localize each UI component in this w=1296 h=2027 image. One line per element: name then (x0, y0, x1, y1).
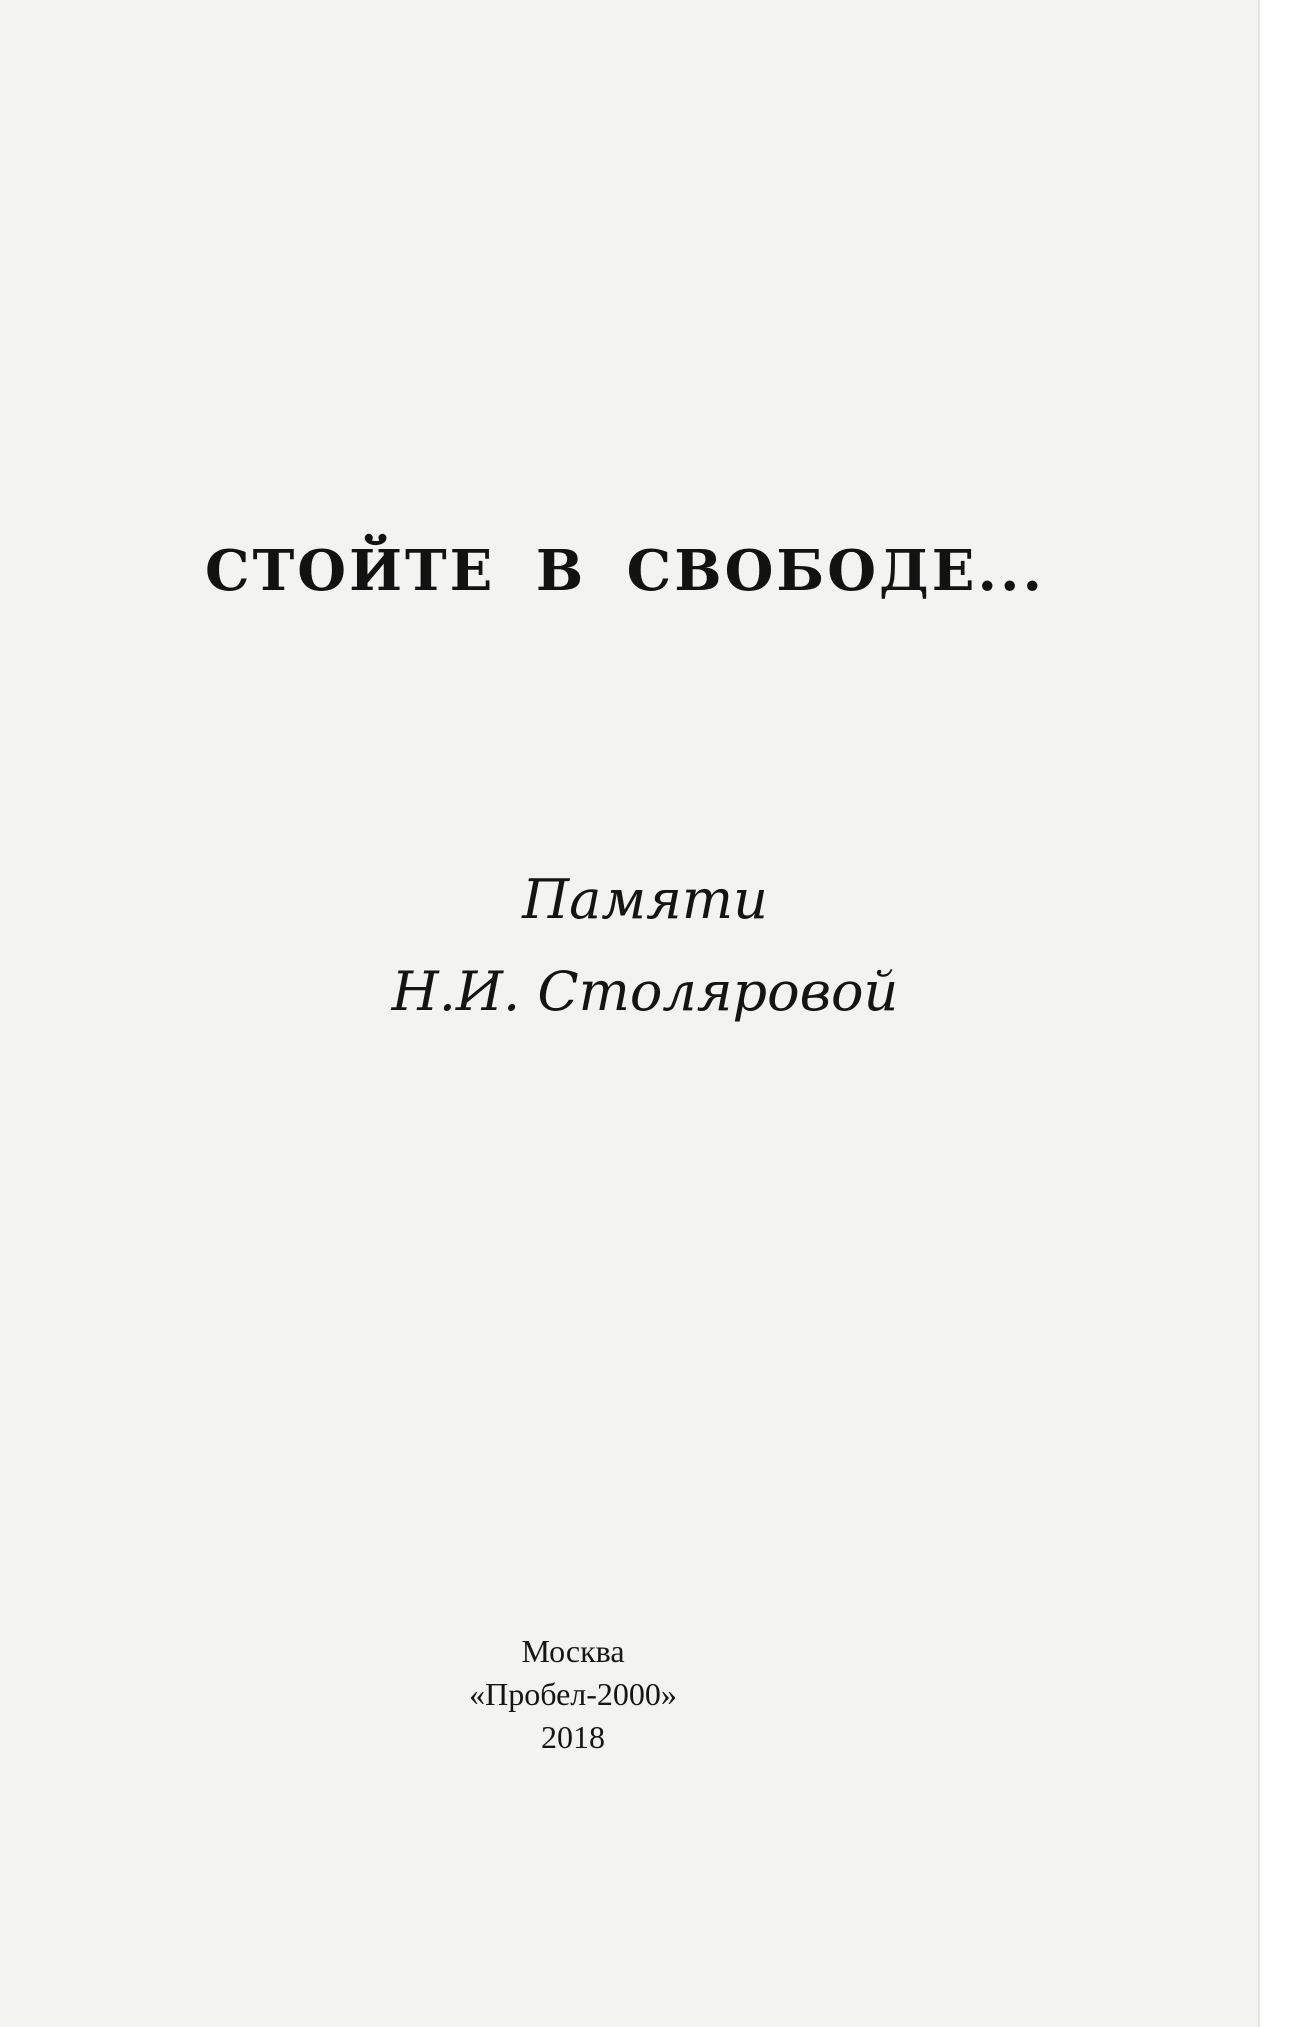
book-title: СТОЙТЕ В СВОБОДЕ... (205, 538, 1045, 604)
imprint-city: Москва (521, 1633, 625, 1669)
dedication-line-2: Н.И. Столяровой (391, 960, 899, 1023)
imprint-year: 2018 (541, 1719, 605, 1755)
dedication-line-1: Памяти (522, 868, 768, 931)
imprint-publisher: «Пробел-2000» (469, 1676, 677, 1712)
